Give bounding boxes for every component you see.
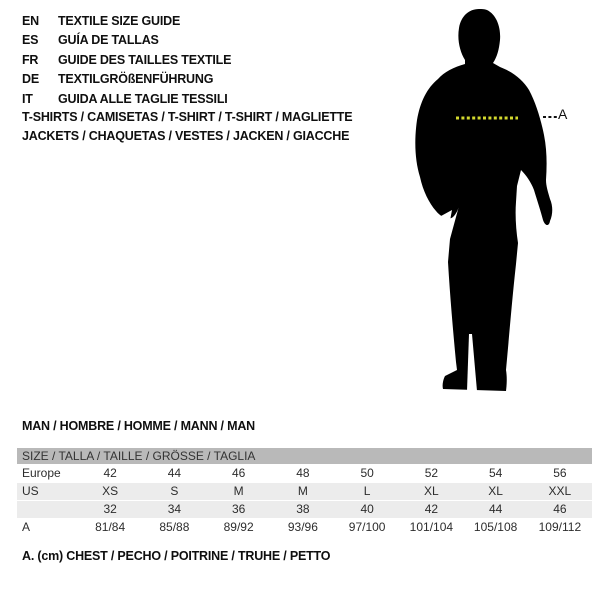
size-value: 85/88	[159, 520, 190, 534]
lang-row-fr	[22, 51, 231, 70]
size-value: 44	[488, 502, 503, 516]
lang-row-de	[22, 70, 231, 89]
size-value: 34	[167, 502, 182, 516]
size-value: 46	[231, 466, 246, 480]
size-value: 48	[296, 466, 310, 480]
size-value: 50	[360, 466, 374, 480]
man-silhouette	[395, 0, 600, 410]
lang-row-en	[22, 12, 231, 31]
lang-code: EN	[22, 14, 39, 28]
size-value: 54	[488, 466, 503, 480]
row-label	[17, 501, 78, 518]
lang-code: IT	[22, 91, 33, 106]
size-value: M	[297, 484, 308, 498]
man-silhouette-figure	[395, 0, 600, 410]
size-value: 81/84	[95, 520, 126, 534]
section-title-man: MAN / HOMBRE / HOMME / MANN / MAN	[22, 419, 255, 433]
lang-row-it	[22, 90, 231, 109]
category-tshirts: T-SHIRTS / CAMISETAS / T-SHIRT / T-SHIRT / MAGLIETTE	[22, 110, 353, 124]
size-value: XS	[102, 484, 119, 498]
lang-label: GUIDA ALLE TAGLIE TESSILI	[58, 91, 228, 106]
language-list	[22, 12, 231, 109]
lang-code: FR	[22, 52, 39, 67]
table-row-europe	[17, 464, 592, 482]
lang-label: GUÍA DE TALLAS	[58, 33, 159, 48]
size-value: 93/96	[287, 520, 318, 534]
size-table	[17, 448, 592, 536]
size-value: XL	[424, 484, 439, 498]
lang-row-es	[22, 31, 231, 50]
lang-code: DE	[22, 72, 39, 87]
row-label: A	[22, 520, 31, 534]
size-value: 40	[360, 502, 374, 516]
table-row-chest-a	[17, 518, 592, 536]
size-value: M	[233, 484, 244, 498]
size-value: S	[170, 484, 179, 498]
size-value: 38	[296, 502, 310, 516]
measurement-footnote: A. (cm) CHEST / PECHO / POITRINE / TRUHE / PETTO	[22, 549, 331, 563]
size-value: 42	[424, 502, 439, 516]
size-value: 109/112	[538, 520, 582, 534]
lang-label: TEXTILE SIZE GUIDE	[58, 14, 181, 28]
size-value: 42	[103, 466, 117, 480]
size-value: 36	[231, 502, 246, 516]
size-table-header: SIZE / TALLA / TAILLE / GRÖSSE / TAGLIA	[17, 448, 592, 464]
size-value: 46	[553, 502, 567, 516]
garment-categories	[22, 108, 352, 146]
lang-code: ES	[22, 33, 39, 48]
size-value: 52	[424, 466, 439, 480]
size-value: XL	[488, 484, 503, 498]
size-value: 97/100	[348, 520, 386, 534]
measure-label-a: A	[558, 106, 568, 122]
lang-label: GUIDE DES TAILLES TEXTILE	[58, 52, 232, 67]
size-value: XXL	[548, 484, 572, 498]
row-label: US	[22, 484, 39, 498]
size-value: L	[363, 484, 371, 498]
table-row-uk	[17, 500, 592, 518]
size-value: 44	[167, 466, 182, 480]
size-value: 89/92	[223, 520, 254, 534]
size-value: 105/108	[473, 520, 518, 534]
size-value: 56	[553, 466, 567, 480]
table-row-us	[17, 482, 592, 500]
size-value: 32	[103, 502, 117, 516]
row-label: Europe	[22, 466, 61, 480]
category-jackets: JACKETS / CHAQUETAS / VESTES / JACKEN / GIACCHE	[22, 129, 350, 143]
size-value: 101/104	[409, 520, 454, 534]
lang-label: TEXTILGRÖßENFÜHRUNG	[58, 72, 214, 87]
